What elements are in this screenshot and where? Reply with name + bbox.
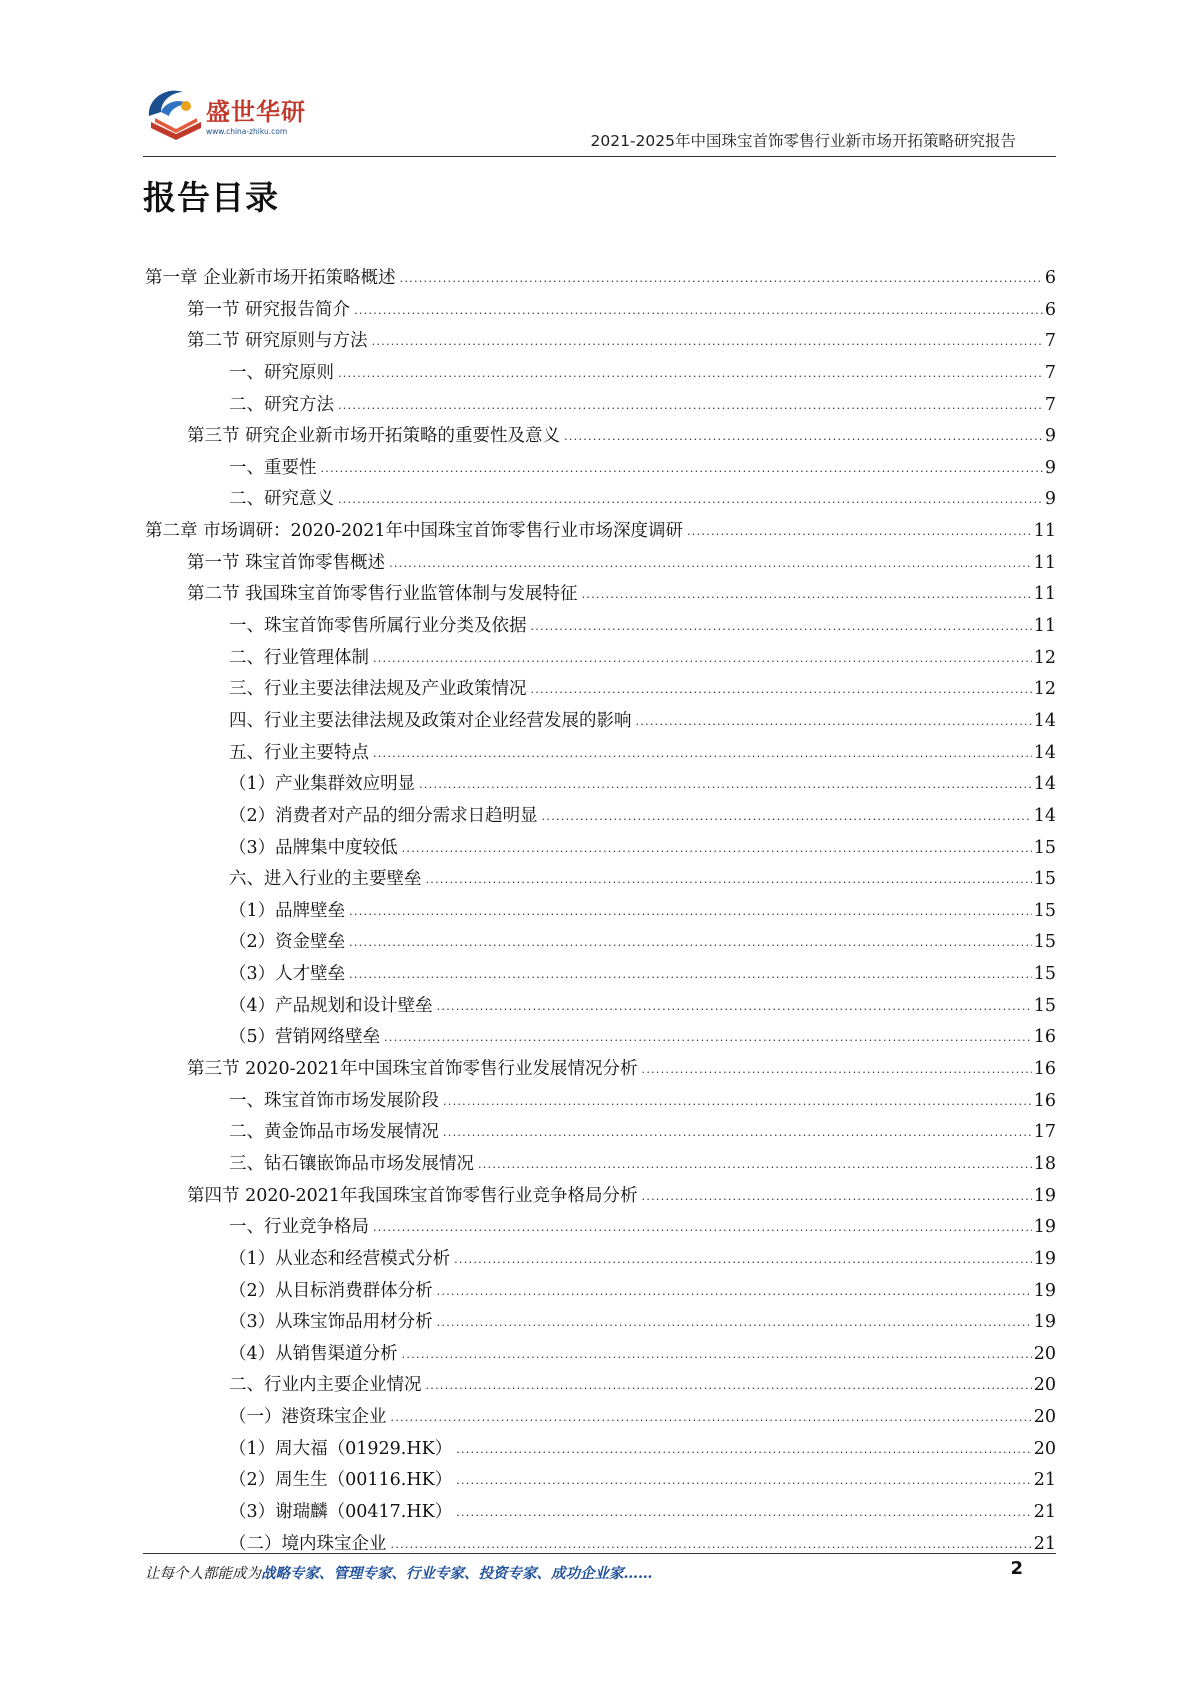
toc-entry[interactable] xyxy=(145,991,1056,1023)
toc-dot-leader xyxy=(687,516,1032,548)
toc-dot-leader xyxy=(426,1370,1032,1402)
toc-dot-leader xyxy=(456,1434,1032,1466)
toc-entry-page: 15 xyxy=(1033,995,1056,1016)
toc-entry[interactable] xyxy=(145,1276,1056,1308)
toc-entry[interactable] xyxy=(145,263,1056,295)
toc-entry[interactable] xyxy=(145,1244,1056,1276)
toc-entry-title: （二）境内珠宝企业 xyxy=(229,1533,387,1554)
toc-entry[interactable] xyxy=(145,1402,1056,1434)
toc-entry-title: （4）从销售渠道分析 xyxy=(229,1343,398,1364)
toc-entry[interactable] xyxy=(145,390,1056,422)
table-of-contents xyxy=(145,263,1056,1560)
toc-dot-leader xyxy=(338,358,1043,390)
toc-entry-page: 15 xyxy=(1033,837,1056,858)
toc-dot-leader xyxy=(372,326,1043,358)
toc-entry-title: （1）周大福（01929.HK） xyxy=(229,1438,453,1459)
toc-entry[interactable] xyxy=(145,548,1056,580)
toc-entry-title: 四、行业主要法律法规及政策对企业经营发展的影响 xyxy=(229,710,632,731)
toc-entry-title: 第一节 珠宝首饰零售概述 xyxy=(187,552,386,573)
toc-entry-title: （2）资金壁垒 xyxy=(229,932,346,953)
toc-dot-leader xyxy=(321,453,1043,485)
footer-divider xyxy=(143,1553,1056,1554)
toc-entry-title: 第三节 研究企业新市场开拓策略的重要性及意义 xyxy=(187,426,561,447)
toc-entry-title: （4）产品规划和设计壁垒 xyxy=(229,995,433,1016)
toc-dot-leader xyxy=(456,1465,1032,1497)
toc-dot-leader xyxy=(389,548,1032,580)
page-number: 2 xyxy=(1010,1558,1023,1579)
toc-entry[interactable] xyxy=(145,643,1056,675)
toc-entry-page: 18 xyxy=(1033,1153,1056,1174)
toc-dot-leader xyxy=(582,579,1032,611)
toc-dot-leader xyxy=(542,801,1032,833)
toc-entry-title: （3）谢瑞麟（00417.HK） xyxy=(229,1501,453,1522)
toc-entry-title: 二、行业内主要企业情况 xyxy=(229,1375,422,1396)
toc-entry[interactable] xyxy=(145,1212,1056,1244)
toc-dot-leader xyxy=(373,738,1032,770)
toc-entry-page: 16 xyxy=(1033,1090,1056,1111)
toc-entry[interactable] xyxy=(145,1117,1056,1149)
toc-entry[interactable] xyxy=(145,896,1056,928)
toc-dot-leader xyxy=(400,263,1043,295)
toc-entry-title: 一、重要性 xyxy=(229,457,317,478)
toc-entry[interactable] xyxy=(145,927,1056,959)
toc-entry-page: 11 xyxy=(1033,584,1056,605)
toc-entry-title: 第二章 市场调研：2020-2021年中国珠宝首饰零售行业市场深度调研 xyxy=(145,521,684,542)
report-title: 2021-2025年中国珠宝首饰零售行业新市场开拓策略研究报告 xyxy=(590,132,1016,150)
toc-entry-page: 6 xyxy=(1044,268,1056,288)
toc-entry-page: 19 xyxy=(1033,1185,1056,1206)
toc-entry-title: 第二节 研究原则与方法 xyxy=(187,331,368,352)
toc-entry-page: 19 xyxy=(1033,1217,1056,1238)
toc-entry-title: 二、研究意义 xyxy=(229,489,334,510)
toc-entry-page: 21 xyxy=(1033,1533,1056,1554)
toc-entry-title: 二、研究方法 xyxy=(229,394,334,415)
slogan-prefix: 让每个人都能成为 xyxy=(145,1566,261,1582)
footer-slogan xyxy=(145,1562,653,1583)
slogan-highlight: 战略专家、管理专家、行业专家、投资专家、成功企业家…… xyxy=(261,1565,653,1582)
toc-dot-leader xyxy=(642,1054,1032,1086)
toc-entry-page: 17 xyxy=(1033,1122,1056,1143)
page-title: 报告目录 xyxy=(143,178,279,217)
toc-entry[interactable] xyxy=(145,674,1056,706)
toc-entry[interactable] xyxy=(145,738,1056,770)
toc-entry-page: 11 xyxy=(1033,552,1056,573)
toc-entry-page: 16 xyxy=(1033,1027,1056,1048)
toc-entry[interactable] xyxy=(145,1181,1056,1213)
toc-entry-page: 9 xyxy=(1044,426,1056,447)
toc-entry[interactable] xyxy=(145,1086,1056,1118)
toc-entry[interactable] xyxy=(145,1370,1056,1402)
toc-entry[interactable] xyxy=(145,516,1056,548)
toc-entry[interactable] xyxy=(145,326,1056,358)
toc-entry-page: 20 xyxy=(1033,1438,1056,1459)
toc-dot-leader xyxy=(402,1339,1032,1371)
toc-dot-leader xyxy=(391,1402,1032,1434)
toc-entry-title: 第一章 企业新市场开拓策略概述 xyxy=(145,268,396,288)
toc-entry-title: 第四节 2020-2021年我国珠宝首饰零售行业竞争格局分析 xyxy=(187,1185,638,1206)
toc-entry-title: （1）品牌壁垒 xyxy=(229,900,346,921)
toc-entry[interactable] xyxy=(145,1022,1056,1054)
toc-dot-leader xyxy=(402,833,1032,865)
toc-dot-leader xyxy=(454,1244,1032,1276)
toc-entry-page: 9 xyxy=(1044,457,1056,478)
toc-entry-title: （3）人才壁垒 xyxy=(229,964,346,985)
toc-dot-leader xyxy=(349,959,1032,991)
toc-entry-page: 19 xyxy=(1033,1280,1056,1301)
toc-dot-leader xyxy=(443,1117,1032,1149)
toc-entry-page: 15 xyxy=(1033,869,1056,890)
toc-entry[interactable] xyxy=(145,864,1056,896)
logo-url: www.china-zhiku.com xyxy=(206,127,288,136)
toc-entry-page: 21 xyxy=(1033,1501,1056,1522)
toc-dot-leader xyxy=(354,295,1043,327)
toc-entry[interactable] xyxy=(145,1434,1056,1466)
toc-entry[interactable] xyxy=(145,833,1056,865)
toc-dot-leader xyxy=(426,864,1032,896)
toc-entry-title: 一、珠宝首饰零售所属行业分类及依据 xyxy=(229,616,527,637)
toc-entry[interactable] xyxy=(145,453,1056,485)
toc-dot-leader xyxy=(349,927,1032,959)
toc-dot-leader xyxy=(437,1276,1032,1308)
company-logo xyxy=(143,82,313,148)
toc-entry-title: 一、研究原则 xyxy=(229,362,334,383)
toc-entry-title: （一）港资珠宝企业 xyxy=(229,1407,387,1428)
toc-entry[interactable] xyxy=(145,959,1056,991)
toc-dot-leader xyxy=(384,1022,1032,1054)
toc-entry-title: 一、珠宝首饰市场发展阶段 xyxy=(229,1090,439,1111)
toc-entry-title: 第二节 我国珠宝首饰零售行业监管体制与发展特征 xyxy=(187,584,578,605)
toc-entry[interactable] xyxy=(145,295,1056,327)
toc-entry-page: 7 xyxy=(1044,331,1056,352)
toc-entry[interactable] xyxy=(145,1529,1056,1561)
toc-entry[interactable] xyxy=(145,611,1056,643)
page-header xyxy=(143,82,1056,160)
toc-entry-page: 11 xyxy=(1033,521,1056,542)
toc-dot-leader xyxy=(391,1529,1032,1561)
toc-dot-leader xyxy=(531,674,1032,706)
toc-entry-page: 20 xyxy=(1033,1343,1056,1364)
toc-entry[interactable] xyxy=(145,484,1056,516)
toc-entry-title: 五、行业主要特点 xyxy=(229,742,369,763)
toc-entry-page: 15 xyxy=(1033,900,1056,921)
toc-entry[interactable] xyxy=(145,1465,1056,1497)
toc-dot-leader xyxy=(456,1497,1032,1529)
toc-entry-page: 21 xyxy=(1033,1470,1056,1491)
toc-dot-leader xyxy=(437,1307,1032,1339)
toc-entry-title: （3）从珠宝饰品用材分析 xyxy=(229,1312,433,1333)
toc-entry[interactable] xyxy=(145,1054,1056,1086)
toc-dot-leader xyxy=(338,484,1043,516)
toc-dot-leader xyxy=(373,1212,1032,1244)
toc-entry-page: 7 xyxy=(1044,362,1056,383)
toc-dot-leader xyxy=(531,611,1032,643)
toc-dot-leader xyxy=(338,390,1043,422)
toc-dot-leader xyxy=(437,991,1032,1023)
toc-entry-title: （3）品牌集中度较低 xyxy=(229,837,398,858)
toc-entry[interactable] xyxy=(145,358,1056,390)
toc-entry-page: 19 xyxy=(1033,1248,1056,1269)
toc-entry[interactable] xyxy=(145,1339,1056,1371)
toc-entry[interactable] xyxy=(145,579,1056,611)
toc-entry-page: 6 xyxy=(1044,299,1056,320)
toc-entry-page: 19 xyxy=(1033,1312,1056,1333)
toc-entry-page: 15 xyxy=(1033,932,1056,953)
logo-emblem-icon xyxy=(143,82,209,148)
toc-entry-page: 16 xyxy=(1033,1059,1056,1080)
toc-dot-leader xyxy=(642,1181,1032,1213)
toc-entry[interactable] xyxy=(145,706,1056,738)
toc-dot-leader xyxy=(419,769,1032,801)
toc-entry-title: 六、进入行业的主要壁垒 xyxy=(229,869,422,890)
toc-entry[interactable] xyxy=(145,1497,1056,1529)
toc-entry-title: 一、行业竞争格局 xyxy=(229,1217,369,1238)
toc-entry-title: （2）消费者对产品的细分需求日趋明显 xyxy=(229,805,538,826)
toc-entry-page: 20 xyxy=(1033,1375,1056,1396)
toc-entry[interactable] xyxy=(145,1307,1056,1339)
toc-dot-leader xyxy=(636,706,1032,738)
toc-entry-page: 12 xyxy=(1033,679,1056,700)
toc-dot-leader xyxy=(349,896,1032,928)
toc-entry-page: 11 xyxy=(1033,616,1056,637)
toc-entry-title: 第一节 研究报告简介 xyxy=(187,299,351,320)
toc-dot-leader xyxy=(443,1086,1032,1118)
toc-entry-page: 14 xyxy=(1033,710,1056,731)
toc-entry-title: （2）从目标消费群体分析 xyxy=(229,1280,433,1301)
toc-dot-leader xyxy=(478,1149,1032,1181)
toc-entry[interactable] xyxy=(145,1149,1056,1181)
toc-entry-page: 15 xyxy=(1033,964,1056,985)
toc-entry-page: 20 xyxy=(1033,1407,1056,1428)
toc-dot-leader xyxy=(564,421,1043,453)
toc-entry-title: （1）产业集群效应明显 xyxy=(229,774,416,795)
toc-entry-title: 第三节 2020-2021年中国珠宝首饰零售行业发展情况分析 xyxy=(187,1059,638,1080)
toc-entry-title: （5）营销网络壁垒 xyxy=(229,1027,381,1048)
toc-entry-page: 9 xyxy=(1044,489,1056,510)
toc-entry-title: 二、黄金饰品市场发展情况 xyxy=(229,1122,439,1143)
logo-name: 盛世华研 xyxy=(206,98,306,126)
toc-entry-page: 7 xyxy=(1044,394,1056,415)
toc-entry-page: 14 xyxy=(1033,742,1056,763)
toc-entry-title: 三、行业主要法律法规及产业政策情况 xyxy=(229,679,527,700)
toc-dot-leader xyxy=(373,643,1032,675)
toc-entry-page: 12 xyxy=(1033,647,1056,668)
toc-entry-title: （2）周生生（00116.HK） xyxy=(229,1470,453,1491)
header-divider xyxy=(143,156,1056,157)
toc-entry-title: （1）从业态和经营模式分析 xyxy=(229,1248,451,1269)
toc-entry-title: 三、钻石镶嵌饰品市场发展情况 xyxy=(229,1153,474,1174)
toc-entry[interactable] xyxy=(145,421,1056,453)
toc-entry-page: 14 xyxy=(1033,774,1056,795)
toc-entry-title: 二、行业管理体制 xyxy=(229,647,369,668)
toc-entry[interactable] xyxy=(145,769,1056,801)
toc-entry[interactable] xyxy=(145,801,1056,833)
toc-entry-page: 14 xyxy=(1033,805,1056,826)
